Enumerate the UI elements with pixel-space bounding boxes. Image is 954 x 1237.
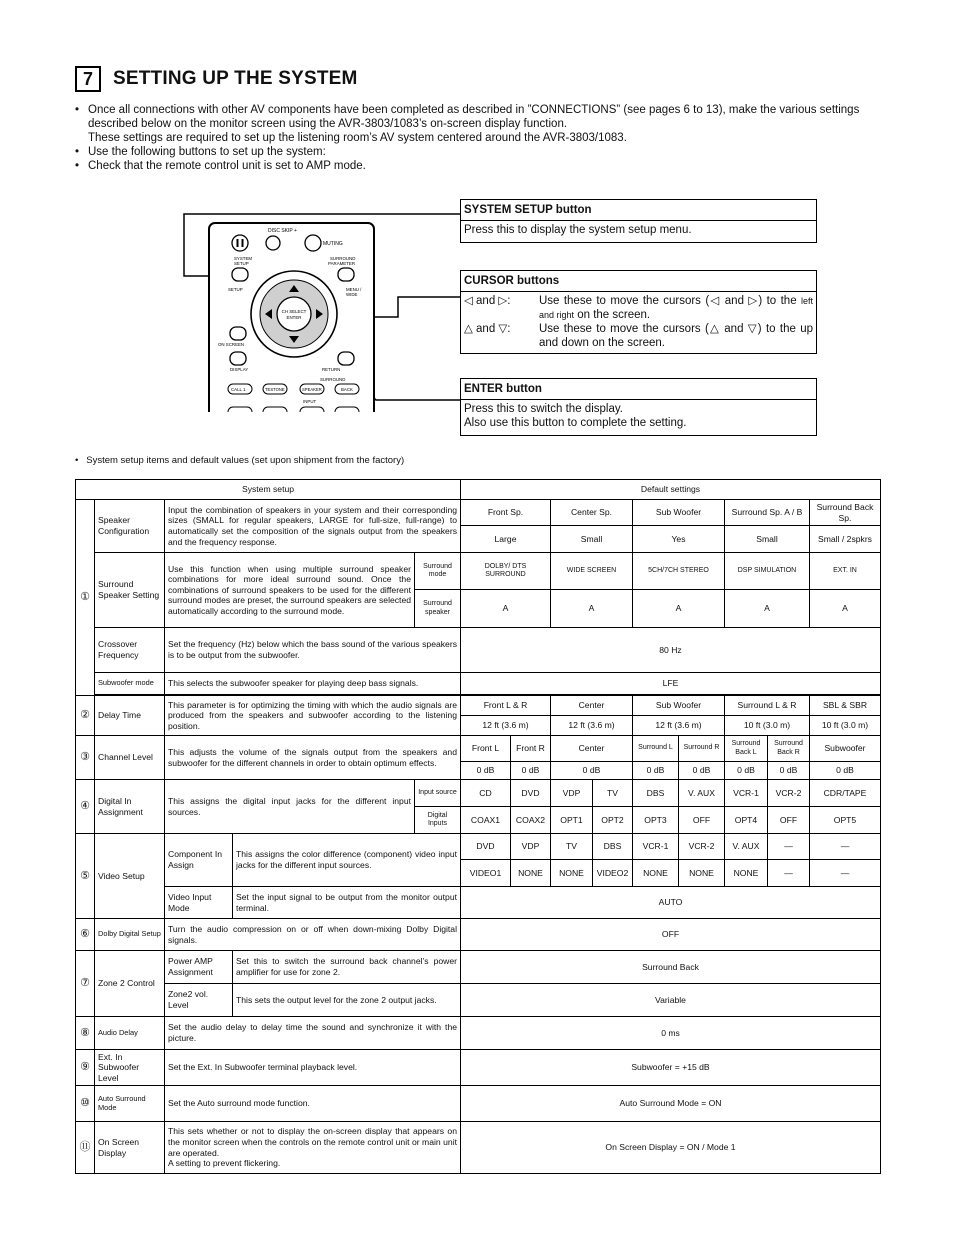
table-cell: Default settings [461, 480, 881, 500]
table-cell: Surround speaker [415, 590, 461, 628]
table-cell: NONE [679, 860, 725, 887]
table-cell: Zone 2 Control [95, 951, 165, 1017]
svg-text:BACK: BACK [341, 387, 353, 392]
table-cell: A [633, 590, 725, 628]
table-cell: This assigns the color difference (component) video input jacks for the different input sources. [233, 834, 461, 887]
table-cell: — [768, 834, 810, 860]
table-cell: 0 dB [679, 762, 725, 780]
svg-text:CH SELECT: CH SELECT [281, 309, 307, 314]
table-cell: VCR-2 [679, 834, 725, 860]
table-row [76, 628, 881, 673]
on-screen-label: ON SCREEN [218, 342, 245, 347]
table-cell: Surround mode [415, 553, 461, 590]
svg-text:PARAMETER: PARAMETER [328, 261, 355, 266]
table-cell: Center Sp. [551, 500, 633, 526]
table-row [76, 1122, 881, 1174]
table-cell: This adjusts the volume of the signals output from the speakers and subwoofer for the different channels in order to obtain optimum effects. [165, 736, 461, 780]
table-cell: VIDEO2 [593, 860, 633, 887]
callout-title: CURSOR buttons [461, 271, 816, 292]
table-cell: Set the input signal to be output from the monitor output terminal. [233, 887, 461, 919]
table-row [76, 1017, 881, 1050]
table-row [76, 1086, 881, 1122]
table-cell: EXT. IN [810, 553, 881, 590]
table-cell: ⑤ [76, 834, 95, 919]
table-cell: Speaker Configuration [95, 500, 165, 553]
table-cell: SBL & SBR [810, 696, 881, 716]
table-row [76, 1050, 881, 1086]
table-cell: On Screen Display = ON / Mode 1 [461, 1122, 881, 1174]
table-row [76, 736, 881, 762]
table-cell: 12 ft (3.6 m) [461, 716, 551, 736]
table-cell: Front L [461, 736, 511, 762]
table-cell: 0 dB [461, 762, 511, 780]
table-cell: Set the Ext. In Subwoofer terminal playback level. [165, 1050, 461, 1086]
callout-text: Press this to display the system setup menu. [464, 224, 692, 236]
table-cell: A [461, 590, 551, 628]
intro-bullet: • Once all connections with other AV components have been completed as described in ”CONNECTIONS” (see pages 6 to 13), make the various settings described below on the monitor screen using the AVR-3803/1083’s on-screen display function. These settings are required to set up the listening room’s AV system centered around the AVR-3803/1083. [75, 103, 885, 145]
table-cell: ⑧ [76, 1017, 95, 1050]
table-row [76, 480, 881, 500]
table-cell: This sets whether or not to display the on-screen display that appears on the monitor screen when the controls on the remote control unit or main unit are operated. A setting to prevent flickering. [165, 1122, 461, 1174]
svg-text:CALL 1: CALL 1 [231, 387, 246, 392]
table-row [76, 834, 881, 860]
enter-callout: ENTER button Press this to switch the display. Also use this button to complete the setting. [460, 378, 817, 436]
table-cell: ⑥ [76, 919, 95, 951]
table-cell: On Screen Display [95, 1122, 165, 1174]
callout-title: ENTER button [461, 379, 816, 400]
table-cell: Set this to switch the surround back channel’s power amplifier for use for zone 2. [233, 951, 461, 984]
table-cell: Surround R [679, 736, 725, 762]
svg-text:TESTONE: TESTONE [265, 387, 285, 392]
table-cell: VDP [551, 780, 593, 807]
table-row [76, 919, 881, 951]
svg-text:ENTER: ENTER [286, 315, 302, 320]
system-setup-button [232, 268, 248, 281]
callout-title: SYSTEM SETUP button [461, 200, 816, 221]
muting-button [305, 235, 321, 251]
table-cell: ⑨ [76, 1050, 95, 1086]
table-cell: Channel Level [95, 736, 165, 780]
svg-text:SURROUND: SURROUND [330, 256, 356, 261]
display-label: DISPLAY [230, 367, 249, 372]
table-cell: VDP [511, 834, 551, 860]
table-cell: Surround L & R [725, 696, 810, 716]
table-cell: This sets the output level for the zone 2 output jacks. [233, 984, 461, 1017]
table-cell: Surround Back R [768, 736, 810, 762]
table-cell: V. AUX [725, 834, 768, 860]
table-cell: AUTO [461, 887, 881, 919]
table-cell: ⑩ [76, 1086, 95, 1122]
table-cell: CDR/TAPE [810, 780, 881, 807]
table-cell: 10 ft (3.0 m) [810, 716, 881, 736]
system-setup-table [75, 479, 881, 1174]
table-cell: OPT3 [633, 807, 679, 834]
table-cell: Turn the audio compression on or off when down-mixing Dolby Digital signals. [165, 919, 461, 951]
table-cell: 80 Hz [461, 628, 881, 673]
table-cell: Auto Surround Mode = ON [461, 1086, 881, 1122]
table-cell: DVD [461, 834, 511, 860]
table-cell: VCR-1 [633, 834, 679, 860]
table-cell: Ext. In Subwoofer Level [95, 1050, 165, 1086]
intro-bullet: • Check that the remote control unit is set to AMP mode. [75, 159, 885, 173]
table-cell: TV [551, 834, 593, 860]
table-cell: Use this function when using multiple surround speaker combinations for more ideal surround sound. Once the combinations of surround speakers to be used for the different surround modes are preset, the surround speakers are selected automatically according to the surround mode. [165, 553, 415, 628]
table-cell: Surround Back Sp. [810, 500, 881, 526]
return-label: RETURN [322, 367, 341, 372]
muting-label: MUTING [323, 241, 343, 247]
svg-text:SYSTEM: SYSTEM [234, 256, 253, 261]
table-cell: DOLBY/ DTS SURROUND [461, 553, 551, 590]
table-row [76, 887, 881, 919]
table-row [76, 553, 881, 590]
table-cell: 12 ft (3.6 m) [633, 716, 725, 736]
table-cell: Sub Woofer [633, 500, 725, 526]
enter-button [277, 297, 311, 331]
table-cell: Center [551, 736, 633, 762]
table-cell: Large [461, 526, 551, 553]
table-cell: 0 dB [810, 762, 881, 780]
table-cell: 10 ft (3.0 m) [725, 716, 810, 736]
table-cell: Subwoofer = +15 dB [461, 1050, 881, 1086]
table-cell: Dolby Digital Setup [95, 919, 165, 951]
table-cell: Subwoofer mode [95, 673, 165, 695]
svg-text:SURROUND: SURROUND [320, 377, 346, 382]
table-cell: Digital Inputs [415, 807, 461, 834]
table-note: • System setup items and default values (set upon shipment from the factory) [75, 455, 405, 466]
table-cell: Digital In Assignment [95, 780, 165, 834]
table-cell: VCR-1 [725, 780, 768, 807]
table-cell: Yes [633, 526, 725, 553]
table-cell: Delay Time [95, 696, 165, 736]
table-cell: OPT4 [725, 807, 768, 834]
table-cell: Audio Delay [95, 1017, 165, 1050]
table-cell: 0 dB [633, 762, 679, 780]
table-cell: OPT1 [551, 807, 593, 834]
table-cell: Sub Woofer [633, 696, 725, 716]
table-cell: OFF [461, 919, 881, 951]
table-cell: 12 ft (3.6 m) [551, 716, 633, 736]
table-row [76, 696, 881, 716]
table-cell: DBS [633, 780, 679, 807]
setup-label: SETUP [228, 287, 243, 292]
table-cell: 5CH/7CH STEREO [633, 553, 725, 590]
table-cell: Variable [461, 984, 881, 1017]
table-cell: Video Input Mode [165, 887, 233, 919]
table-cell: 0 dB [511, 762, 551, 780]
svg-text:SETUP: SETUP [234, 261, 249, 266]
table-cell: Set the audio delay to delay time the sound and synchronize it with the picture. [165, 1017, 461, 1050]
table-cell: NONE [511, 860, 551, 887]
table-cell: VCR-2 [768, 780, 810, 807]
table-cell: OPT2 [593, 807, 633, 834]
table-cell: 0 dB [725, 762, 768, 780]
table-cell: WIDE SCREEN [551, 553, 633, 590]
table-cell: This assigns the digital input jacks for the different input sources. [165, 780, 415, 834]
table-cell: CD [461, 780, 511, 807]
svg-text:WIDE: WIDE [346, 292, 358, 297]
table-cell: Input source [415, 780, 461, 807]
svg-text:MENU /: MENU / [346, 287, 362, 292]
table-cell: DBS [593, 834, 633, 860]
table-cell: OFF [768, 807, 810, 834]
svg-text:INPUT: INPUT [303, 399, 317, 404]
table-cell: 0 ms [461, 1017, 881, 1050]
system-setup-callout [460, 199, 817, 243]
table-cell: — [810, 860, 881, 887]
table-cell: 0 dB [768, 762, 810, 780]
remote-control-illustration [208, 222, 380, 412]
table-cell: Surround L [633, 736, 679, 762]
table-cell: Small [725, 526, 810, 553]
table-cell: 0 dB [551, 762, 633, 780]
table-row [76, 984, 881, 1017]
table-cell: ① [76, 500, 95, 696]
table-cell: A [551, 590, 633, 628]
table-cell: Front L & R [461, 696, 551, 716]
intro-bullet: • Use the following buttons to set up the system: [75, 145, 885, 159]
section-title: SETTING UP THE SYSTEM [113, 68, 358, 89]
table-cell: System setup [76, 480, 461, 500]
table-cell: Surround Speaker Setting [95, 553, 165, 628]
table-cell: — [768, 860, 810, 887]
table-cell: Crossover Frequency [95, 628, 165, 673]
table-cell: A [725, 590, 810, 628]
table-cell: VIDEO1 [461, 860, 511, 887]
table-cell: OFF [679, 807, 725, 834]
table-row [76, 500, 881, 526]
table-cell: A [810, 590, 881, 628]
table-cell: Small [551, 526, 633, 553]
table-cell: Front Sp. [461, 500, 551, 526]
table-cell: Component In Assign [165, 834, 233, 887]
table-cell: Small / 2spkrs [810, 526, 881, 553]
table-cell: This parameter is for optimizing the timing with which the audio signals are produced from the speakers and subwoofer according to the listening position. [165, 696, 461, 736]
svg-text:SPEAKER: SPEAKER [302, 387, 322, 392]
table-cell: ② [76, 696, 95, 736]
table-cell: V. AUX [679, 780, 725, 807]
table-cell: Video Setup [95, 834, 165, 919]
table-cell: LFE [461, 673, 881, 695]
table-cell: Center [551, 696, 633, 716]
table-cell: Auto Surround Mode [95, 1086, 165, 1122]
cursor-callout: CURSOR buttons ◁ and ▷: Use these to move the cursors (◁ and ▷) to the left and right on the screen. △ and ▽: Use these to move the cursors (△ and ▽) to the up and down on the screen. [460, 270, 817, 354]
table-cell: This selects the subwoofer speaker for playing deep bass signals. [165, 673, 461, 695]
table-cell: — [810, 834, 881, 860]
table-row [76, 673, 881, 695]
table-cell: NONE [551, 860, 593, 887]
table-cell: Front R [511, 736, 551, 762]
table-cell: NONE [725, 860, 768, 887]
table-cell: Set the Auto surround mode function. [165, 1086, 461, 1122]
table-cell: Subwoofer [810, 736, 881, 762]
table-cell: ⑪ [76, 1122, 95, 1174]
table-cell: OPT5 [810, 807, 881, 834]
table-cell: ③ [76, 736, 95, 780]
table-cell: Surround Back L [725, 736, 768, 762]
section-header [75, 66, 358, 92]
table-cell: DSP SIMULATION [725, 553, 810, 590]
table-cell: COAX2 [511, 807, 551, 834]
table-row [76, 951, 881, 984]
section-number: 7 [75, 66, 101, 92]
intro-list [75, 103, 885, 173]
table-cell: NONE [633, 860, 679, 887]
table-cell: Set the frequency (Hz) below which the bass sound of the various speakers is to be output from the subwoofer. [165, 628, 461, 673]
table-cell: Power AMP Assignment [165, 951, 233, 984]
table-cell: COAX1 [461, 807, 511, 834]
table-cell: ④ [76, 780, 95, 834]
table-cell: DVD [511, 780, 551, 807]
table-cell: Zone2 vol. Level [165, 984, 233, 1017]
table-cell: Surround Sp. A / B [725, 500, 810, 526]
table-cell: Input the combination of speakers in your system and their corresponding sizes (SMALL for regular speakers, LARGE for full-size, full-range) to automatically set the composition of the signals output from the speakers and the frequency response. [165, 500, 461, 553]
table-cell: TV [593, 780, 633, 807]
disc-skip-label: DISC SKIP + [268, 228, 297, 234]
table-row [76, 780, 881, 807]
table-cell: ⑦ [76, 951, 95, 1017]
table-cell: Surround Back [461, 951, 881, 984]
